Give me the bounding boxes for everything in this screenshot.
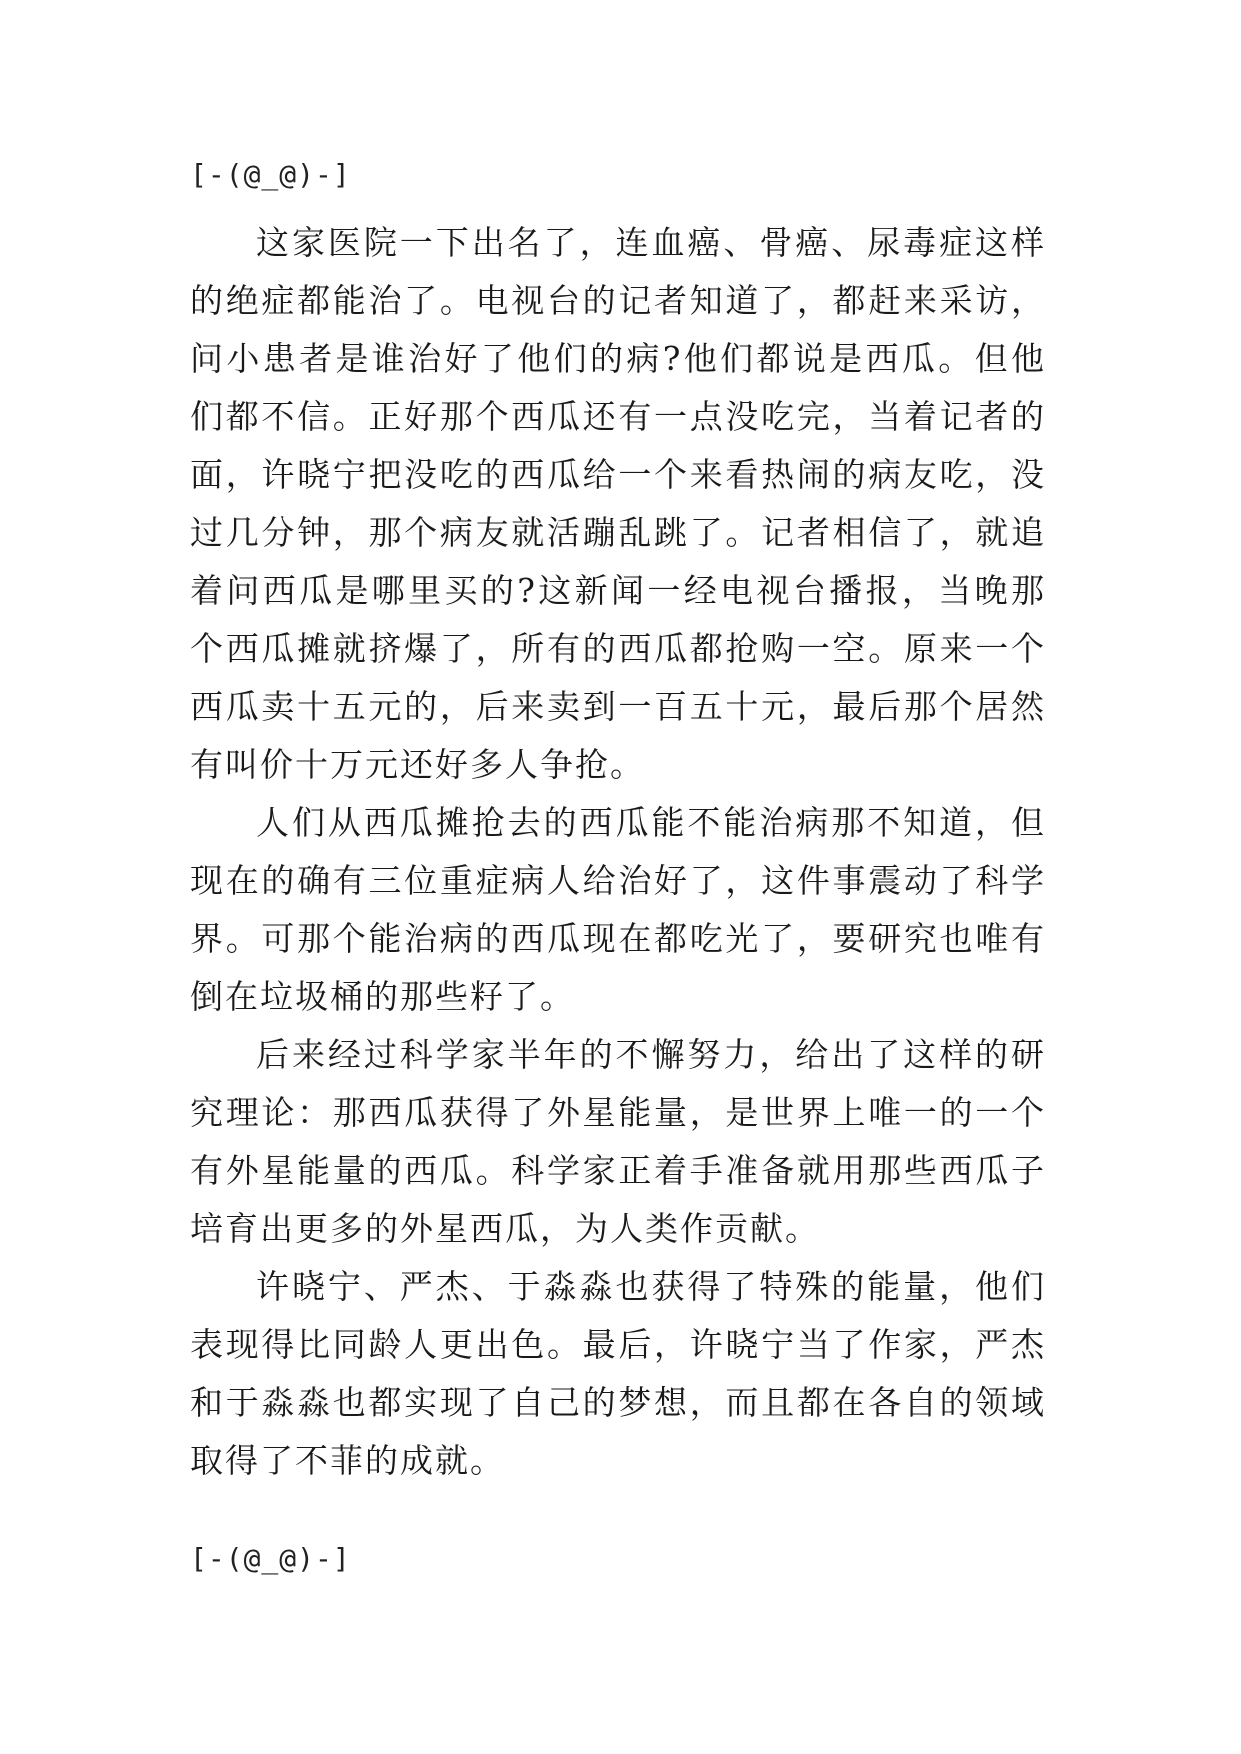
paragraph-1: 这家医院一下出名了，连血癌、骨癌、尿毒症这样的绝症都能治了。电视台的记者知道了，都赶来采访，问小患者是谁治好了他们的病?他们都说是西瓜。但他们都不信。正好那个西瓜还有一点没吃完，当着记者的面，许晓宁把没吃的西瓜给一个来看热闹的病友吃，没过几分钟，那个病友就活蹦乱跳了。记者相信了，就追着问西瓜是哪里买的?这新闻一经电视台播报，当晚那个西瓜摊就挤爆了，所有的西瓜都抢购一空。原来一个西瓜卖十五元的，后来卖到一百五十元，最后那个居然有叫价十万元还好多人争抢。 bbox=[190, 223, 1046, 784]
article-body bbox=[190, 214, 1046, 1490]
paragraph-3: 后来经过科学家半年的不懈努力，给出了这样的研究理论：那西瓜获得了外星能量，是世界上唯一的一个有外星能量的西瓜。科学家正着手准备就用那些西瓜子培育出更多的外星西瓜，为人类作贡献。 bbox=[190, 1035, 1046, 1248]
paragraph-2: 人们从西瓜摊抢去的西瓜能不能治病那不知道，但现在的确有三位重症病人给治好了，这件事震动了科学界。可那个能治病的西瓜现在都吃光了，要研究也唯有倒在垃圾桶的那些籽了。 bbox=[190, 803, 1046, 1016]
paragraph-4: 许晓宁、严杰、于淼淼也获得了特殊的能量，他们表现得比同龄人更出色。最后，许晓宁当了作家，严杰和于淼淼也都实现了自己的梦想，而且都在各自的领域取得了不菲的成就。 bbox=[190, 1267, 1046, 1480]
bottom-separator-marker: [-(@_@)-] bbox=[190, 1542, 351, 1575]
top-separator-marker: [-(@_@)-] bbox=[190, 158, 351, 191]
